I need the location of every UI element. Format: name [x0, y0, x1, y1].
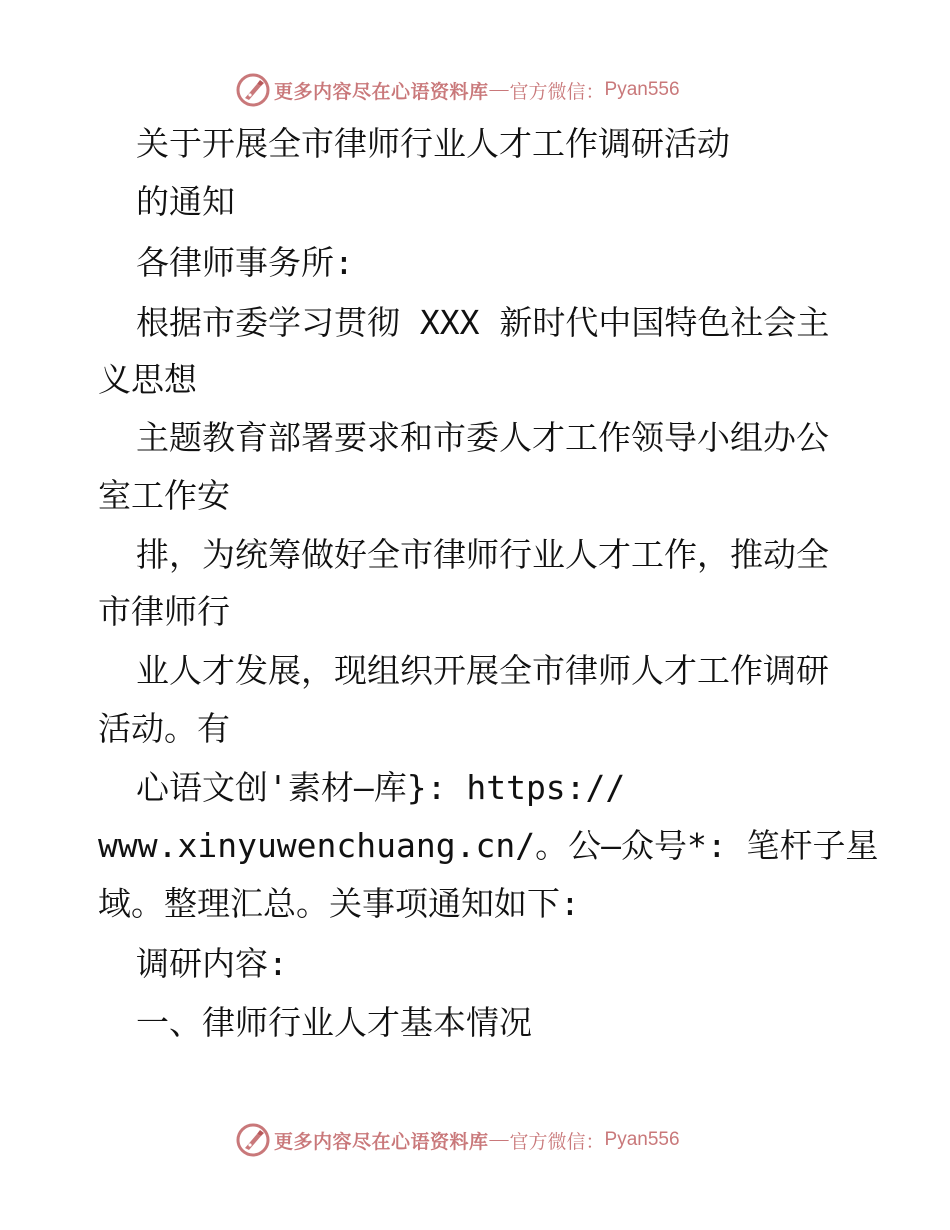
watermark-dash: — [489, 1129, 509, 1150]
doc-section-heading: 调研内容: [136, 944, 288, 983]
doc-title-line-2: 的通知 [136, 182, 235, 221]
watermark-id-text: Pyan556 [604, 1129, 680, 1150]
doc-title-line-1: 关于开展全市律师行业人才工作调研活动 [136, 124, 730, 163]
watermark-id-text: Pyan556 [604, 79, 680, 100]
doc-section-item: 一、律师行业人才基本情况 [136, 1003, 532, 1042]
pen-nib-logo-icon [236, 73, 270, 107]
doc-paragraph-line: 根据市委学习贯彻 XXX 新时代中国特色社会主 [136, 303, 830, 342]
doc-paragraph-line: 业人才发展，现组织开展全市律师人才工作调研 [136, 651, 829, 690]
watermark-main-text: 更多内容尽在心语资料库 [274, 80, 489, 103]
doc-paragraph-line: 室工作安 [98, 476, 230, 515]
doc-paragraph-line: www.xinyuwenchuang.cn/。公—众号*: 笔杆子星 [98, 826, 879, 865]
doc-paragraph-line: 市律师行 [98, 592, 230, 631]
watermark-main-text: 更多内容尽在心语资料库 [274, 1130, 489, 1153]
header-watermark [236, 72, 680, 108]
doc-paragraph-line: 活动。有 [98, 709, 230, 748]
doc-paragraph-line: 心语文创'素材—库}: https:// [136, 768, 626, 807]
doc-paragraph-line: 域。整理汇总。关事项通知如下: [98, 884, 580, 923]
pen-nib-logo-icon [236, 1123, 270, 1157]
doc-paragraph-line: 义思想 [98, 360, 197, 399]
doc-paragraph-line: 主题教育部署要求和市委人才工作领导小组办公 [136, 418, 829, 457]
doc-paragraph-line: 排，为统筹做好全市律师行业人才工作，推动全 [136, 535, 829, 574]
watermark-sub-text: 官方微信： [509, 1130, 605, 1153]
footer-watermark [236, 1122, 680, 1158]
doc-salutation: 各律师事务所: [136, 243, 354, 282]
watermark-dash: — [489, 79, 509, 100]
watermark-sub-text: 官方微信： [509, 80, 605, 103]
